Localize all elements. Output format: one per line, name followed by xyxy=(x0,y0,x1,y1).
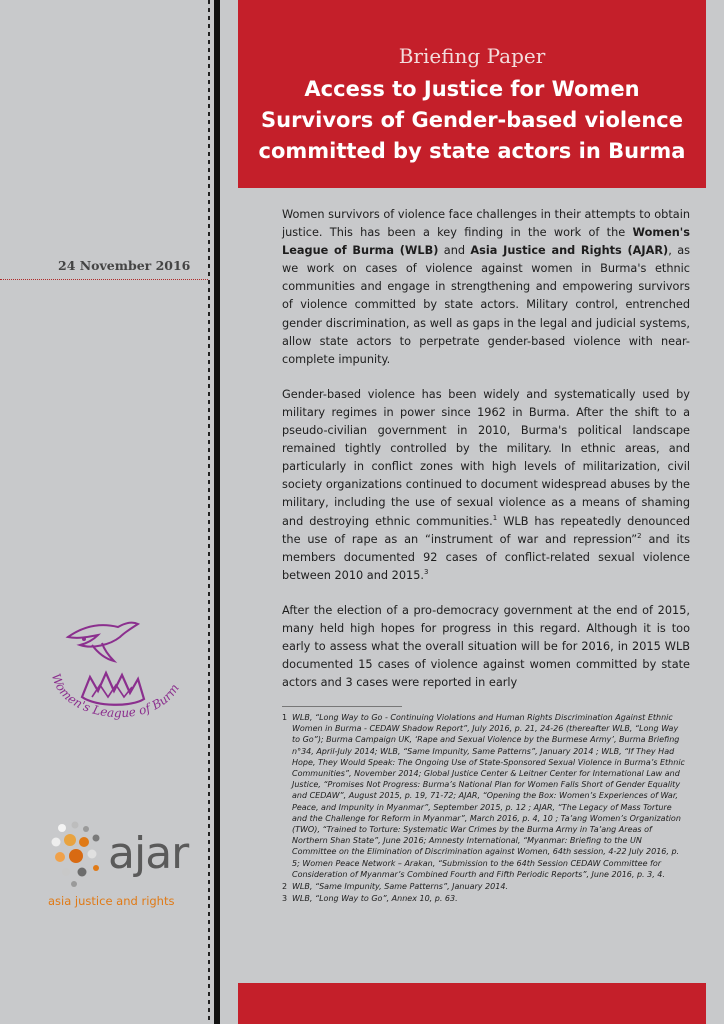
footnote-divider xyxy=(282,706,402,707)
footer-bar xyxy=(238,983,706,1024)
ajar-name: Asia Justice and Rights (AJAR) xyxy=(470,244,669,258)
wlb-logo-text: Women's League of Burm xyxy=(48,671,182,721)
footnote-ref-3[interactable]: 3 xyxy=(423,568,429,577)
ajar-dots-graphic xyxy=(48,820,108,890)
ajar-logo xyxy=(48,820,198,920)
footnote-text: WLB, “Long Way to Go”, Annex 10, p. 63. xyxy=(292,894,458,904)
date-divider xyxy=(0,279,208,280)
header-banner xyxy=(238,0,706,188)
wlb-name: Women's League of Burma (WLB) xyxy=(282,226,690,258)
p1-text-a: Women survivors of violence face challenges in their attempts to obtain justice. This has been a key finding in the work of the xyxy=(282,208,690,240)
p2-text-a: Gender-based violence has been widely and systematically used by military regimes in power since 1962 in Burma. After the shift to a pseudo-civilian government in 2010, Burma's political landscape remained tightly controlled by the military. In ethnic areas, and particularly in conflict zones with high levels of militarization, civil society organizations continued to document widespread abuses by the military, including the use of sexual violence as a means of shaming and destroying ethnic communities. xyxy=(282,387,690,528)
black-vertical-rule xyxy=(214,0,220,1024)
footnote-number: 2 xyxy=(282,882,288,892)
paragraph-3: After the election of a pro-democracy government at the end of 2015, many held high hopes for progress in this regard. Although it is too early to assess what the overall situation will be for 2016, in 2015 WLB documented 15 cases of violence against women committed by state actors and 3 cases were reported in early xyxy=(282,603,690,690)
paragraph-1 xyxy=(282,206,690,369)
ajar-tagline: asia justice and rights xyxy=(48,894,175,908)
p1-text-b: , as we work on cases of violence against women in Burma's ethnic communities and engage in strengthening and empowering survivors of violence committed by state actors. Military control, entrenched gender discrimination, as well as gaps in the legal and judicial systems, allow state actors to perpetrate gender-based violence with near-complete impunity. xyxy=(282,244,691,366)
footnote-number: 3 xyxy=(282,894,288,904)
footnote-2 xyxy=(282,881,687,892)
footnote-text: WLB, “Long Way to Go - Continuing Violations and Human Rights Discrimination Against Ethnic Women in Burma - CEDAW Shadow Report”, July 2016, p. 21, 24-26 (thereafter WLB, “Long Way to Go”); Burma Campaign UK, ‘Rape and Sexual Violence by the Burmese Army’, Burma Briefing n°34, April-July 2014; WLB, “Same Impunity, Same Patterns”, January 2014 ; WLB, “If They Had Hope, They Would Speak: The Ongoing Use of State-Sponsored Sexual Violence in Burma’s Ethnic Communities”, November 2014; Global Justice Center & Leitner Center for International Law and Justice, “Promises Not Progress: Burma’s National Plan for Women Falls Short of Gender Equality and CEDAW”, August 2015, p. 19, 71-72; AJAR, “Opening the Box: Women’s Experiences of War, Peace, and Impunity in Myanmar”, September 2015, p. 12 ; AJAR, “The Legacy of Mass Torture and the Challenge for Reform in Myanmar”, March 2016, p. 4, 10 ; Ta’ang Women’s Organization (TWO), “Trained to Torture: Systematic War Crimes by the Burma Army in Ta’ang Areas of Northern Shan State”, June 2016; Amnesty International, “Myanmar: Briefing to the UN Committee on the Elimination of Discrimination against Women, 64th session, 4-22 July 2016, p. 5; Women Peace Network – Arakan, “Submission to the 64th Session CEDAW Committee for Consideration of Myanmar’s Combined Fourth and Fifth Periodic Reports”, June 2016, p. 3, 4. xyxy=(292,713,685,879)
document-title: Access to Justice for Women Survivors of Gender-based violence committed by state actors in Burma xyxy=(258,77,686,163)
paragraph-2 xyxy=(282,386,690,585)
footnotes xyxy=(282,712,687,905)
wlb-logo-graphic xyxy=(40,615,190,745)
p2-text-c: and its members documented 92 cases of conflict-related sexual violence between 2010 and 2015. xyxy=(282,532,690,582)
p1-and: and xyxy=(438,244,471,258)
briefing-paper-label: Briefing Paper xyxy=(398,44,546,68)
footnote-ref-2[interactable]: 2 xyxy=(637,531,642,540)
body-text xyxy=(282,206,690,709)
footnote-3 xyxy=(282,893,687,904)
footnote-ref-1[interactable]: 1 xyxy=(492,513,498,522)
footnote-1 xyxy=(282,712,687,880)
dotted-vertical-rule xyxy=(208,0,210,1024)
footnote-number: 1 xyxy=(282,713,288,722)
footnote-text: WLB, “Same Impunity, Same Patterns”, January 2014. xyxy=(292,882,508,892)
ajar-wordmark: ajar xyxy=(108,828,189,879)
wlb-logo xyxy=(40,615,190,745)
publication-date: 24 November 2016 xyxy=(58,258,191,273)
p2-text-b: WLB has repeatedly denounced the use of rape as an “instrument of war and repression” xyxy=(282,514,690,546)
